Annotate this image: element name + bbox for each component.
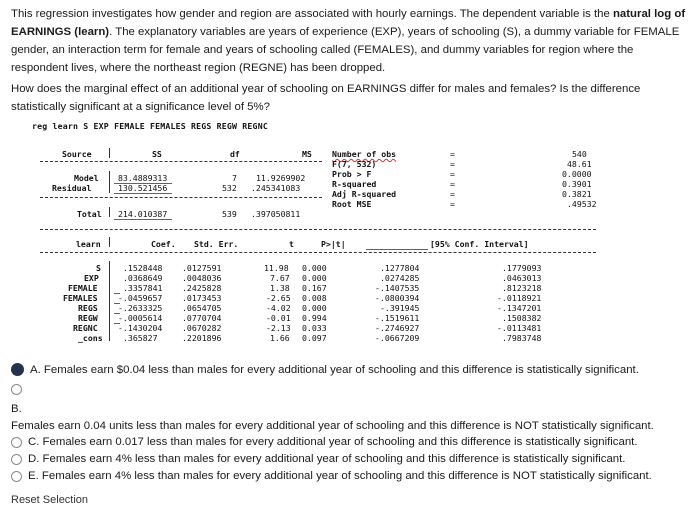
ci-lo-regs: -.391945 bbox=[380, 303, 420, 313]
stat-label-f: F(7, 532) bbox=[332, 159, 377, 169]
option-b-label: B. bbox=[11, 403, 22, 415]
coef-val-female: .3357841 bbox=[123, 283, 163, 293]
t-val-regs: -4.02 bbox=[266, 303, 291, 313]
ss-underline-residual bbox=[114, 193, 172, 194]
ci-hi-female: .8123218 bbox=[502, 283, 542, 293]
ci-hi-regs: -.1347201 bbox=[497, 303, 542, 313]
stat-value-f: 48.61 bbox=[567, 159, 592, 169]
coef-var-regnc: REGNC bbox=[73, 323, 98, 333]
se-val-regnc: .0670282 bbox=[182, 323, 222, 333]
radio-selected-icon[interactable] bbox=[11, 363, 24, 376]
coef-var-regw: REGW bbox=[78, 313, 98, 323]
option-d[interactable] bbox=[11, 453, 625, 465]
coef-header-p: P>|t| bbox=[321, 239, 346, 249]
anova-header-df: df bbox=[230, 149, 240, 159]
coef-separator-top bbox=[40, 229, 596, 230]
p-val-regs: 0.000 bbox=[302, 303, 327, 313]
anova-header-source: Source bbox=[62, 149, 92, 159]
stat-eq: = bbox=[450, 179, 455, 189]
se-val-regw: .0770704 bbox=[182, 313, 222, 323]
ci-hi-regnc: -.0113481 bbox=[497, 323, 542, 333]
option-d-text: D. Females earn 4% less than males for every additional year of schooling and this difference is statistically significant. bbox=[28, 453, 626, 465]
t-val-regnc: -2.13 bbox=[266, 323, 291, 333]
stat-eq: = bbox=[450, 159, 455, 169]
t-val-s: 11.98 bbox=[264, 263, 289, 273]
anova-ms-model: 11.9269902 bbox=[256, 173, 306, 183]
coef-var-s: S bbox=[96, 263, 101, 273]
coef-divider bbox=[109, 261, 110, 341]
ci-lo-cons: -.0667209 bbox=[375, 333, 420, 343]
coef-mark-regs bbox=[114, 303, 120, 304]
coef-header-var: learn bbox=[76, 239, 101, 249]
radio-icon[interactable] bbox=[11, 471, 22, 482]
p-val-females: 0.008 bbox=[302, 293, 327, 303]
coef-val-s: .1528448 bbox=[123, 263, 163, 273]
p-val-s: 0.000 bbox=[302, 263, 327, 273]
coef-var-exp: EXP bbox=[84, 273, 99, 283]
radio-icon[interactable] bbox=[11, 437, 22, 448]
t-val-exp: 7.67 bbox=[270, 273, 290, 283]
coef-separator-mid bbox=[40, 252, 596, 253]
anova-source-residual: Residual bbox=[52, 183, 92, 193]
question-prompt: How does the marginal effect of an additional year of schooling on EARNINGS differ for males and females? Is the difference statistically significant at a significance level of 5%? bbox=[11, 83, 641, 113]
anova-ss-residual: 130.521456 bbox=[118, 183, 168, 193]
ci-hi-s: .1779093 bbox=[502, 263, 542, 273]
stat-eq: = bbox=[450, 199, 455, 209]
anova-df-total: 539 bbox=[222, 209, 237, 219]
p-val-female: 0.167 bbox=[302, 283, 327, 293]
coef-mark-females bbox=[114, 293, 120, 294]
stat-eq: = bbox=[450, 169, 455, 179]
coef-var-females: FEMALES bbox=[63, 293, 98, 303]
ci-lo-s: .1277804 bbox=[380, 263, 420, 273]
coef-var-regs: REGS bbox=[78, 303, 98, 313]
coef-var-female: FEMALE bbox=[68, 283, 98, 293]
stat-label-probf: Prob > F bbox=[332, 169, 372, 179]
option-b-radio-row[interactable] bbox=[11, 384, 28, 395]
anova-ss-model: 83.4889313 bbox=[118, 173, 168, 183]
p-val-exp: 0.000 bbox=[302, 273, 327, 283]
intro-bold-dependent: natural log of EARNINGS (learn) bbox=[11, 8, 686, 38]
anova-header-ss: SS bbox=[152, 149, 162, 159]
ss-underline-total bbox=[114, 219, 172, 220]
stat-value-nobs: 540 bbox=[572, 149, 587, 159]
coef-header-coef: Coef. bbox=[151, 239, 176, 249]
anova-df-model: 7 bbox=[232, 173, 237, 183]
p-val-regnc: 0.033 bbox=[302, 323, 327, 333]
radio-icon[interactable] bbox=[11, 454, 22, 465]
coef-val-cons: .365827 bbox=[123, 333, 158, 343]
ci-hi-exp: .0463013 bbox=[502, 273, 542, 283]
reset-selection-link[interactable]: Reset Selection bbox=[11, 494, 89, 506]
stat-label-adjr2: Adj R-squared bbox=[332, 189, 397, 199]
t-val-female: 1.38 bbox=[270, 283, 290, 293]
ci-lo-regnc: -.2746927 bbox=[375, 323, 420, 333]
regression-command: reg learn S EXP FEMALE FEMALES REGS REGW REGNC bbox=[32, 121, 268, 131]
ci-lo-females: -.0800394 bbox=[375, 293, 420, 303]
option-c-text: C. Females earn 0.017 less than males for every additional year of schooling and this difference is statistically significant. bbox=[28, 436, 638, 448]
anova-divider bbox=[109, 148, 110, 158]
stat-value-rmse: .49532 bbox=[567, 199, 597, 209]
se-val-s: .0127591 bbox=[182, 263, 222, 273]
ci-lo-exp: .0274285 bbox=[380, 273, 420, 283]
coef-header-ci: [95% Conf. Interval] bbox=[430, 239, 529, 249]
coef-val-regs: -.2633325 bbox=[118, 303, 163, 313]
coef-val-females: -.0459657 bbox=[118, 293, 163, 303]
ci-hi-cons: .7983748 bbox=[502, 333, 542, 343]
coef-header-t: t bbox=[289, 239, 294, 249]
coef-val-exp: .0368649 bbox=[123, 273, 163, 283]
intro-text-1: This regression investigates how gender and region are associated with hourly earnings. The dependent variable is the bbox=[11, 8, 613, 20]
ci-lo-female: -.1407535 bbox=[375, 283, 420, 293]
p-val-cons: 0.097 bbox=[302, 333, 327, 343]
stat-label-r2: R-squared bbox=[332, 179, 377, 189]
ci-hi-regw: .1508382 bbox=[502, 313, 542, 323]
anova-separator-1 bbox=[40, 161, 322, 162]
nobs-label-text: Number of obs bbox=[332, 149, 397, 159]
anova-ms-residual: .245341083 bbox=[251, 183, 301, 193]
se-val-female: .2425828 bbox=[182, 283, 222, 293]
coef-mark-regw bbox=[114, 313, 120, 314]
radio-icon[interactable] bbox=[11, 384, 22, 395]
se-val-cons: .2201896 bbox=[182, 333, 222, 343]
coef-var-cons: _cons bbox=[78, 333, 103, 343]
t-val-cons: 1.66 bbox=[270, 333, 290, 343]
ci-lo-regw: -.1519611 bbox=[375, 313, 420, 323]
stat-label-nobs bbox=[332, 149, 396, 159]
anova-ss-total: 214.010387 bbox=[118, 209, 168, 219]
t-val-females: -2.65 bbox=[266, 293, 291, 303]
coef-mark-regnc bbox=[114, 323, 120, 324]
stat-label-rmse: Root MSE bbox=[332, 199, 372, 209]
anova-df-residual: 532 bbox=[222, 183, 237, 193]
se-val-females: .0173453 bbox=[182, 293, 222, 303]
option-c[interactable] bbox=[11, 436, 638, 448]
coef-val-regnc: -.1430204 bbox=[118, 323, 163, 333]
option-a-text: A. Females earn $0.04 less than males for every additional year of schooling and this difference is statistically significant. bbox=[30, 363, 639, 376]
anova-divider bbox=[109, 207, 110, 217]
coef-val-regw: -.0005614 bbox=[118, 313, 163, 323]
anova-source-total: Total bbox=[77, 209, 102, 219]
intro-text-2: . The explanatory variables are years of experience (EXP), years of schooling (S), a dummy variable for FEMALE gender, an interaction term for female and years of schooling called (FEMALES), and dummy variables for region where the respondent lives, where the northeast region (REGNE) has been dropped. bbox=[11, 26, 680, 74]
coef-divider bbox=[109, 237, 110, 247]
t-val-regw: -0.01 bbox=[266, 313, 291, 323]
question-intro bbox=[11, 5, 687, 77]
ci-header-underline bbox=[366, 249, 428, 250]
anova-ms-total: .397050811 bbox=[251, 209, 301, 219]
p-val-regw: 0.994 bbox=[302, 313, 327, 323]
stat-value-adjr2: 0.3821 bbox=[562, 189, 592, 199]
ci-hi-females: -.0118921 bbox=[497, 293, 542, 303]
anova-header-ms: MS bbox=[302, 149, 312, 159]
se-val-exp: .0048036 bbox=[182, 273, 222, 283]
stat-eq: = bbox=[450, 149, 455, 159]
coef-header-se: Std. Err. bbox=[194, 239, 239, 249]
stat-value-probf: 0.0000 bbox=[562, 169, 592, 179]
anova-source-model: Model bbox=[74, 173, 99, 183]
stat-eq: = bbox=[450, 189, 455, 199]
option-a[interactable] bbox=[11, 363, 639, 376]
option-b-text: Females earn 0.04 units less than males for every additional year of schooling and this difference is NOT statistically significant. bbox=[11, 420, 654, 432]
option-e-text: E. Females earn 4% less than males for every additional year of schooling and this difference is NOT statistically significant. bbox=[28, 470, 652, 482]
stat-value-r2: 0.3901 bbox=[562, 179, 592, 189]
se-val-regs: .0654705 bbox=[182, 303, 222, 313]
anova-divider bbox=[109, 171, 110, 193]
anova-separator-2 bbox=[40, 197, 322, 198]
option-e[interactable] bbox=[11, 470, 652, 482]
